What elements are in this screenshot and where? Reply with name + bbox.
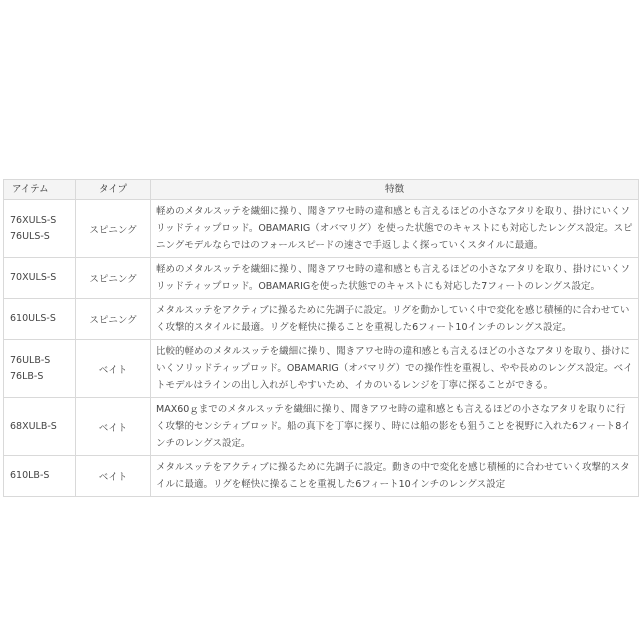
features-cell: 軽めのメタルスッテを繊細に操り、聞きアワセ時の違和感とも言えるほどの小さなアタリを取り、掛けにいくソリッドティップロッド。OBAMARIGを使った状態でのキャストにも対応した7フィートのレングス設定。	[151, 258, 639, 299]
item-name: 76ULB-S	[10, 354, 51, 366]
type-cell: ベイト	[76, 398, 151, 456]
features-cell: 軽めのメタルスッテを繊細に操り、聞きアワセ時の違和感とも言えるほどの小さなアタリを取り、掛けにいくソリッドティップロッド。OBAMARIG（オバマリグ）を使った状態でのキャストにも対応したレングス設定。スピニングモデルならではのフォールスピードの速さで手返しよく探っていくスタイルに最適。	[151, 200, 639, 258]
table-header-row	[4, 180, 639, 200]
features-cell: 比較的軽めのメタルスッテを繊細に操り、聞きアワセ時の違和感とも言えるほどの小さなアタリを取り、掛けにいくソリッドティップロッド。OBAMARIG（オバマリグ）での操作性を重視し、やや長めのレングス設定。ベイトモデルはラインの出し入れがしやすいため、イカのいるレンジを丁寧に探ることができる。	[151, 340, 639, 398]
item-name: 76ULS-S	[10, 230, 50, 242]
type-cell: スピニング	[76, 299, 151, 340]
item-cell	[4, 340, 76, 398]
item-name: 76LB-S	[10, 370, 44, 382]
features-cell: メタルスッテをアクティブに操るために先調子に設定。リグを動かしていく中で変化を感じ積極的に合わせていく攻撃的スタイルに最適。リグを軽快に操ることを重視した6フィート10インチのレングス設定。	[151, 299, 639, 340]
spec-table	[3, 179, 639, 497]
type-cell: ベイト	[76, 456, 151, 497]
header-item: アイテム	[4, 180, 76, 200]
item-cell	[4, 299, 76, 340]
item-cell	[4, 200, 76, 258]
header-features: 特徴	[151, 180, 639, 200]
table-row	[4, 456, 639, 497]
item-name: 610ULS-S	[10, 313, 56, 324]
item-name: 610LB-S	[10, 470, 50, 481]
type-cell: スピニング	[76, 258, 151, 299]
table-row	[4, 398, 639, 456]
table-row	[4, 258, 639, 299]
features-cell: MAX60ｇまでのメタルスッテを繊細に操り、聞きアワセ時の違和感とも言えるほどの小さなアタリを取りに行く攻撃的センシティブロッド。船の真下を丁寧に探り、時には船の影をも狙うことを視野に入れた6フィート8インチのレングス設定。	[151, 398, 639, 456]
features-cell: メタルスッテをアクティブに操るために先調子に設定。動きの中で変化を感じ積極的に合わせていく攻撃的スタイルに最適。リグを軽快に操ることを重視した6フィート10インチのレングス設定	[151, 456, 639, 497]
table-row	[4, 299, 639, 340]
item-name: 76XULS-S	[10, 214, 57, 226]
type-cell: スピニング	[76, 200, 151, 258]
item-cell	[4, 398, 76, 456]
item-name: 70XULS-S	[10, 272, 57, 283]
table-row	[4, 200, 639, 258]
table-row	[4, 340, 639, 398]
item-name: 68XULB-S	[10, 420, 57, 432]
header-type: タイプ	[76, 180, 151, 200]
type-cell: ベイト	[76, 340, 151, 398]
item-cell	[4, 258, 76, 299]
item-cell	[4, 456, 76, 497]
